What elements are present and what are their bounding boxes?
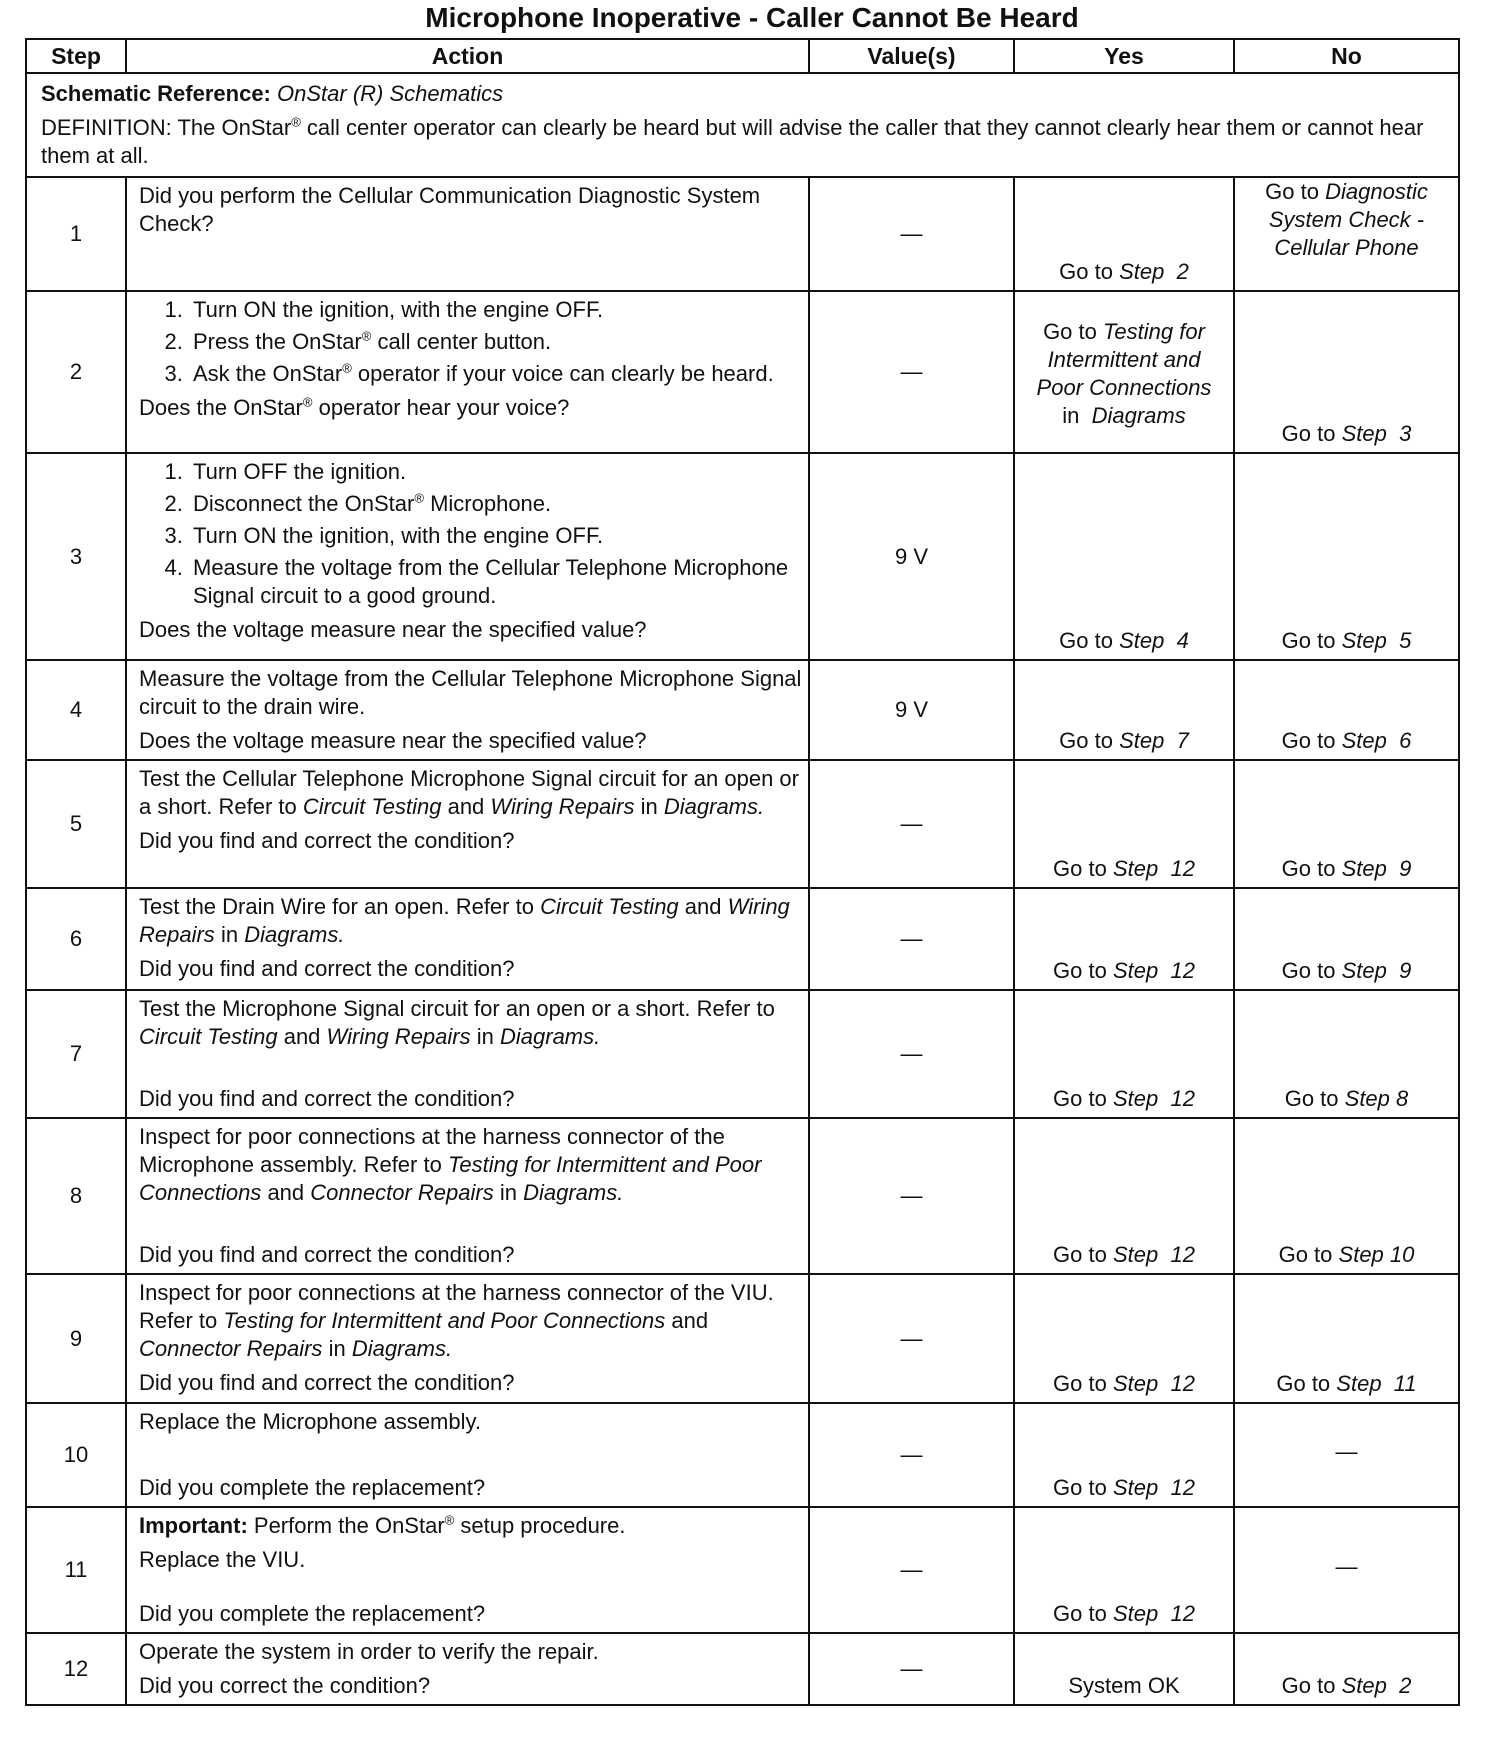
action-cell: Inspect for poor connections at the harness connector of the VIU. Refer to Testing for Intermittent and Poor Connections and Connector Repairs in Diagrams. Did you find and correct the condition?	[126, 1274, 809, 1403]
header-yes: Yes	[1014, 39, 1234, 73]
value-cell: —	[809, 990, 1014, 1118]
schematic-reference-label: Schematic Reference:	[41, 81, 271, 106]
no-cell[interactable]: Go to Step 6	[1234, 660, 1459, 760]
definition-text: DEFINITION: The OnStar® call center operator can clearly be heard but will advise the caller that they cannot clearly hear them or cannot hear them at all.	[41, 114, 1424, 168]
step-number: 12	[26, 1633, 126, 1705]
table-row	[26, 1633, 1459, 1705]
header-no: No	[1234, 39, 1459, 73]
value-cell: —	[809, 888, 1014, 990]
yes-cell[interactable]: Go to Step 12	[1014, 1118, 1234, 1274]
no-cell[interactable]: Go to Step 9	[1234, 888, 1459, 990]
value-cell: —	[809, 760, 1014, 888]
action-cell: Test the Microphone Signal circuit for an open or a short. Refer to Circuit Testing and Wiring Repairs in Diagrams. Did you find and correct the condition?	[126, 990, 809, 1118]
table-row	[26, 888, 1459, 990]
action-cell: Inspect for poor connections at the harness connector of the Microphone assembly. Refer to Testing for Intermittent and Poor Connections and Connector Repairs in Diagrams. Did you find and correct the condition?	[126, 1118, 809, 1274]
reference-cell	[26, 73, 1459, 177]
action-cell: Did you perform the Cellular Communication Diagnostic System Check?	[126, 177, 809, 291]
value-cell: —	[809, 1274, 1014, 1403]
table-row	[26, 1118, 1459, 1274]
yes-cell[interactable]: Go to Step 12	[1014, 888, 1234, 990]
table-row	[26, 1507, 1459, 1633]
table-row	[26, 1274, 1459, 1403]
step-number: 1	[26, 177, 126, 291]
step-number: 8	[26, 1118, 126, 1274]
yes-cell[interactable]: Go to Step 4	[1014, 453, 1234, 660]
yes-cell[interactable]: Go to Step 12	[1014, 1403, 1234, 1507]
header-row	[26, 39, 1459, 73]
step-number: 5	[26, 760, 126, 888]
step-number: 7	[26, 990, 126, 1118]
header-values: Value(s)	[809, 39, 1014, 73]
action-cell: Important: Perform the OnStar® setup procedure. Replace the VIU. Did you complete the replacement?	[126, 1507, 809, 1633]
action-cell: Measure the voltage from the Cellular Telephone Microphone Signal circuit to the drain wire. Does the voltage measure near the specified value?	[126, 660, 809, 760]
no-cell: —	[1234, 1507, 1459, 1633]
table-row	[26, 453, 1459, 660]
action-cell: 1. Turn OFF the ignition. 2. Disconnect the OnStar® Microphone. 3. Turn ON the ignition, with the engine OFF. 4. Measure the voltage from the Cellular Telephone Microphone Signal circuit to a good ground. Does the voltage measure near the specified value?	[126, 453, 809, 660]
action-cell: 1. Turn ON the ignition, with the engine OFF. 2. Press the OnStar® call center button. 3. Ask the OnStar® operator if your voice can clearly be heard. Does the OnStar® operator hear your voice?	[126, 291, 809, 453]
value-cell: —	[809, 177, 1014, 291]
yes-cell[interactable]: Go to Step 2	[1014, 177, 1234, 291]
yes-cell[interactable]: Go to Step 12	[1014, 990, 1234, 1118]
header-action: Action	[126, 39, 809, 73]
step-number: 6	[26, 888, 126, 990]
no-cell[interactable]: Go to Step 9	[1234, 760, 1459, 888]
step-number: 3	[26, 453, 126, 660]
yes-cell[interactable]: Go to Step 7	[1014, 660, 1234, 760]
yes-cell[interactable]: Go to Step 12	[1014, 1274, 1234, 1403]
value-cell: —	[809, 1403, 1014, 1507]
no-cell[interactable]: Go to Step 11	[1234, 1274, 1459, 1403]
no-cell: —	[1234, 1403, 1459, 1507]
action-cell: Test the Drain Wire for an open. Refer to Circuit Testing and Wiring Repairs in Diagrams. Did you find and correct the condition?	[126, 888, 809, 990]
no-cell[interactable]: Go to Step 2	[1234, 1633, 1459, 1705]
action-cell: Replace the Microphone assembly. Did you complete the replacement?	[126, 1403, 809, 1507]
reference-row	[26, 73, 1459, 177]
no-cell[interactable]: Go to Step 5	[1234, 453, 1459, 660]
yes-cell[interactable]: System OK	[1014, 1633, 1234, 1705]
value-cell: —	[809, 291, 1014, 453]
table-row	[26, 990, 1459, 1118]
yes-cell[interactable]: Go to Step 12	[1014, 1507, 1234, 1633]
yes-cell[interactable]: Go to Testing for Intermittent and Poor Connections in Diagrams	[1014, 291, 1234, 453]
step-number: 10	[26, 1403, 126, 1507]
yes-cell[interactable]: Go to Step 12	[1014, 760, 1234, 888]
no-cell[interactable]: Go to Step 3	[1234, 291, 1459, 453]
value-cell: 9 V	[809, 660, 1014, 760]
value-cell: —	[809, 1507, 1014, 1633]
header-step: Step	[26, 39, 126, 73]
value-cell: 9 V	[809, 453, 1014, 660]
no-cell[interactable]: Go to Step 8	[1234, 990, 1459, 1118]
value-cell: —	[809, 1118, 1014, 1274]
table-row	[26, 760, 1459, 888]
no-cell[interactable]: Go to Step 10	[1234, 1118, 1459, 1274]
value-cell: —	[809, 1633, 1014, 1705]
step-number: 4	[26, 660, 126, 760]
action-cell: Operate the system in order to verify the repair. Did you correct the condition?	[126, 1633, 809, 1705]
action-cell: Test the Cellular Telephone Microphone Signal circuit for an open or a short. Refer to Circuit Testing and Wiring Repairs in Diagrams. Did you find and correct the condition?	[126, 760, 809, 888]
schematic-reference-link[interactable]: OnStar (R) Schematics	[277, 81, 504, 106]
step-number: 2	[26, 291, 126, 453]
page-title: Microphone Inoperative - Caller Cannot Be Heard	[425, 2, 1079, 33]
no-cell[interactable]: Go to Diagnostic System Check - Cellular Phone	[1234, 177, 1459, 291]
step-number: 9	[26, 1274, 126, 1403]
step-number: 11	[26, 1507, 126, 1633]
table-row	[26, 660, 1459, 760]
table-row	[26, 1403, 1459, 1507]
table-row	[26, 291, 1459, 453]
diagnostic-table	[25, 38, 1460, 1706]
table-row	[26, 177, 1459, 291]
